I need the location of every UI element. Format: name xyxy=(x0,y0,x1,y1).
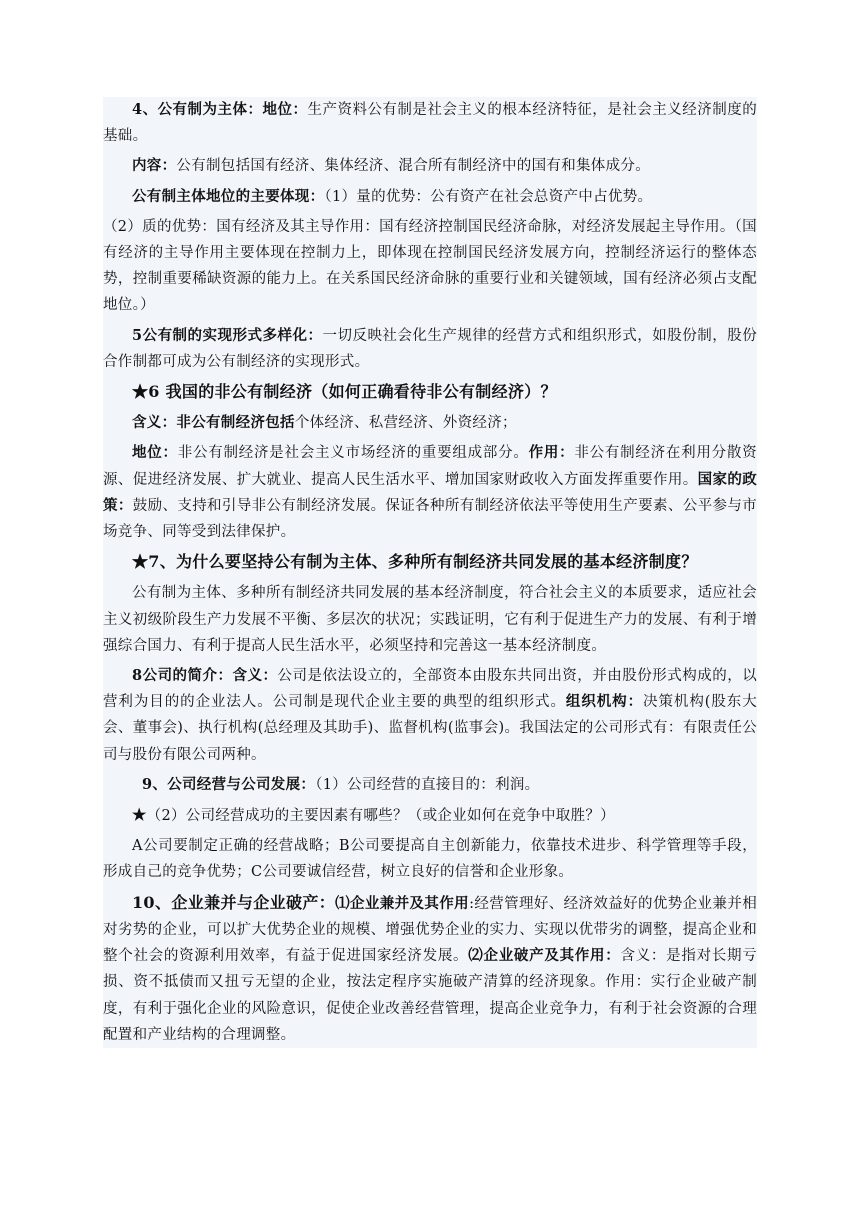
paragraph-public-ownership-status: 4、公有制为主体：地位：生产资料公有制是社会主义的根本经济特征，是社会主义经济制度的基础。 xyxy=(103,101,757,145)
paragraph-non-public-meaning: 含义：非公有制经济包括个体经济、私营经济、外资经济； xyxy=(132,414,517,432)
paragraph-success-factors: ★（2）公司经营成功的主要因素有哪些？（或企业如何在竞争中取胜？） xyxy=(132,805,615,825)
paragraph-company-intro: 8公司的简介：含义：公司是依法设立的，全部资本由股东共同出资，并由股份形式构成的，以营利为目的的企业法人。公司制是现代企业主要的典型的组织形式。组织机构：决策机构(股东大会、董事会)、执行机构(总经理及其助手)、监督机构(监事会)。我国法定的公司形式有：有限责任公司与股份有限公司两种。 xyxy=(103,667,758,763)
heading-10: 10、企业兼并与企业破产： xyxy=(132,892,336,912)
paragraph-company-operation: 9、公司经营与公司发展：（1）公司经营的直接目的：利润。 xyxy=(142,775,540,793)
paragraph-success-answer: A公司要制定正确的经营战略；B公司要提高自主创新能力，依靠技术进步、科学管理等手段，形成自己的竞争优势；C公司要诚信经营，树立良好的信誉和企业形象。 xyxy=(103,838,757,881)
text-block-1 xyxy=(103,97,757,1048)
paragraph-realization-forms: 5公有制的实现形式多样化：一切反映社会化生产规律的经营方式和组织形式，如股份制，股份合作制都可成为公有制经济的实现形式。 xyxy=(103,326,757,370)
heading-4: 4、公有制为主体：地位： xyxy=(132,101,308,118)
heading-8: 8公司的简介：含义： xyxy=(132,667,278,685)
paragraph-merger-bankruptcy: 10、企业兼并与企业破产：⑴企业兼并及其作用:经营管理好、经济效益好的优势企业兼并相对劣势的企业，可以扩大优势企业的规模、增强优势企业的实力、实现以优带劣的调整，提高企业和整个社会的资源利用效率，有益于促进国家经济发展。⑵企业破产及其作用：含义：是指对长期亏损、资不抵债而又扭亏无望的企业，按法定程序实施破产清算的经济现象。作用：实行企业破产制度，有利于强化企业的风险意识，促使企业改善经营管理，提高企业竞争力，有利于社会资源的合理配置和产业结构的合理调整。 xyxy=(103,892,758,1043)
paragraph-quality-advantage: （2）质的优势：国有经济及其主导作用：国有经济控制国民经济命脉，对经济发展起主导作用。（国有经济的主导作用主要体现在控制力上，即体现在控制国民经济发展方向，控制经济运行的整体态势，控制重要稀缺资源的能力上。在关系国民经济命脉的重要行业和关键领域，国有经济必须占支配地位。） xyxy=(103,218,757,314)
heading-7: ★7、为什么要坚持公有制为主体、多种所有制经济共同发展的基本经济制度？ xyxy=(132,552,698,572)
paragraph-non-public-status: 地位：非公有制经济是社会主义市场经济的重要组成部分。作用：非公有制经济在利用分散资源、促进经济发展、扩大就业、提高人民生活水平、增加国家财政收入方面发挥重要作用。国家的政策：鼓励、支持和引导非公有制经济发展。保证各种所有制经济依法平等使用生产要素、公平参与市场竞争、同等受到法律保护。 xyxy=(103,444,758,541)
star-icon: ★ xyxy=(132,805,147,825)
paragraph-basic-system: 公有制为主体、多种所有制经济共同发展的基本经济制度，符合社会主义的本质要求，适应社会主义初级阶段生产力发展不平衡、多层次的状况；实践证明，它有利于促进生产力的发展、有利于增强综合国力、有利于提高人民生活水平，必须坚持和完善这一基本经济制度。 xyxy=(103,585,757,654)
paragraph-content: 内容：公有制包括国有经济、集体经济、混合所有制经济中的国有和集体成分。 xyxy=(132,157,651,175)
heading-5: 5公有制的实现形式多样化： xyxy=(132,326,323,344)
heading-6: ★6 我国的非公有制经济（如何正确看待非公有制经济）？ xyxy=(132,382,557,402)
heading-9: 9、公司经营与公司发展： xyxy=(142,775,316,793)
paragraph-main-embodiment: 公有制主体地位的主要体现：（1）量的优势：公有资产在社会总资产中占优势。 xyxy=(132,187,653,205)
